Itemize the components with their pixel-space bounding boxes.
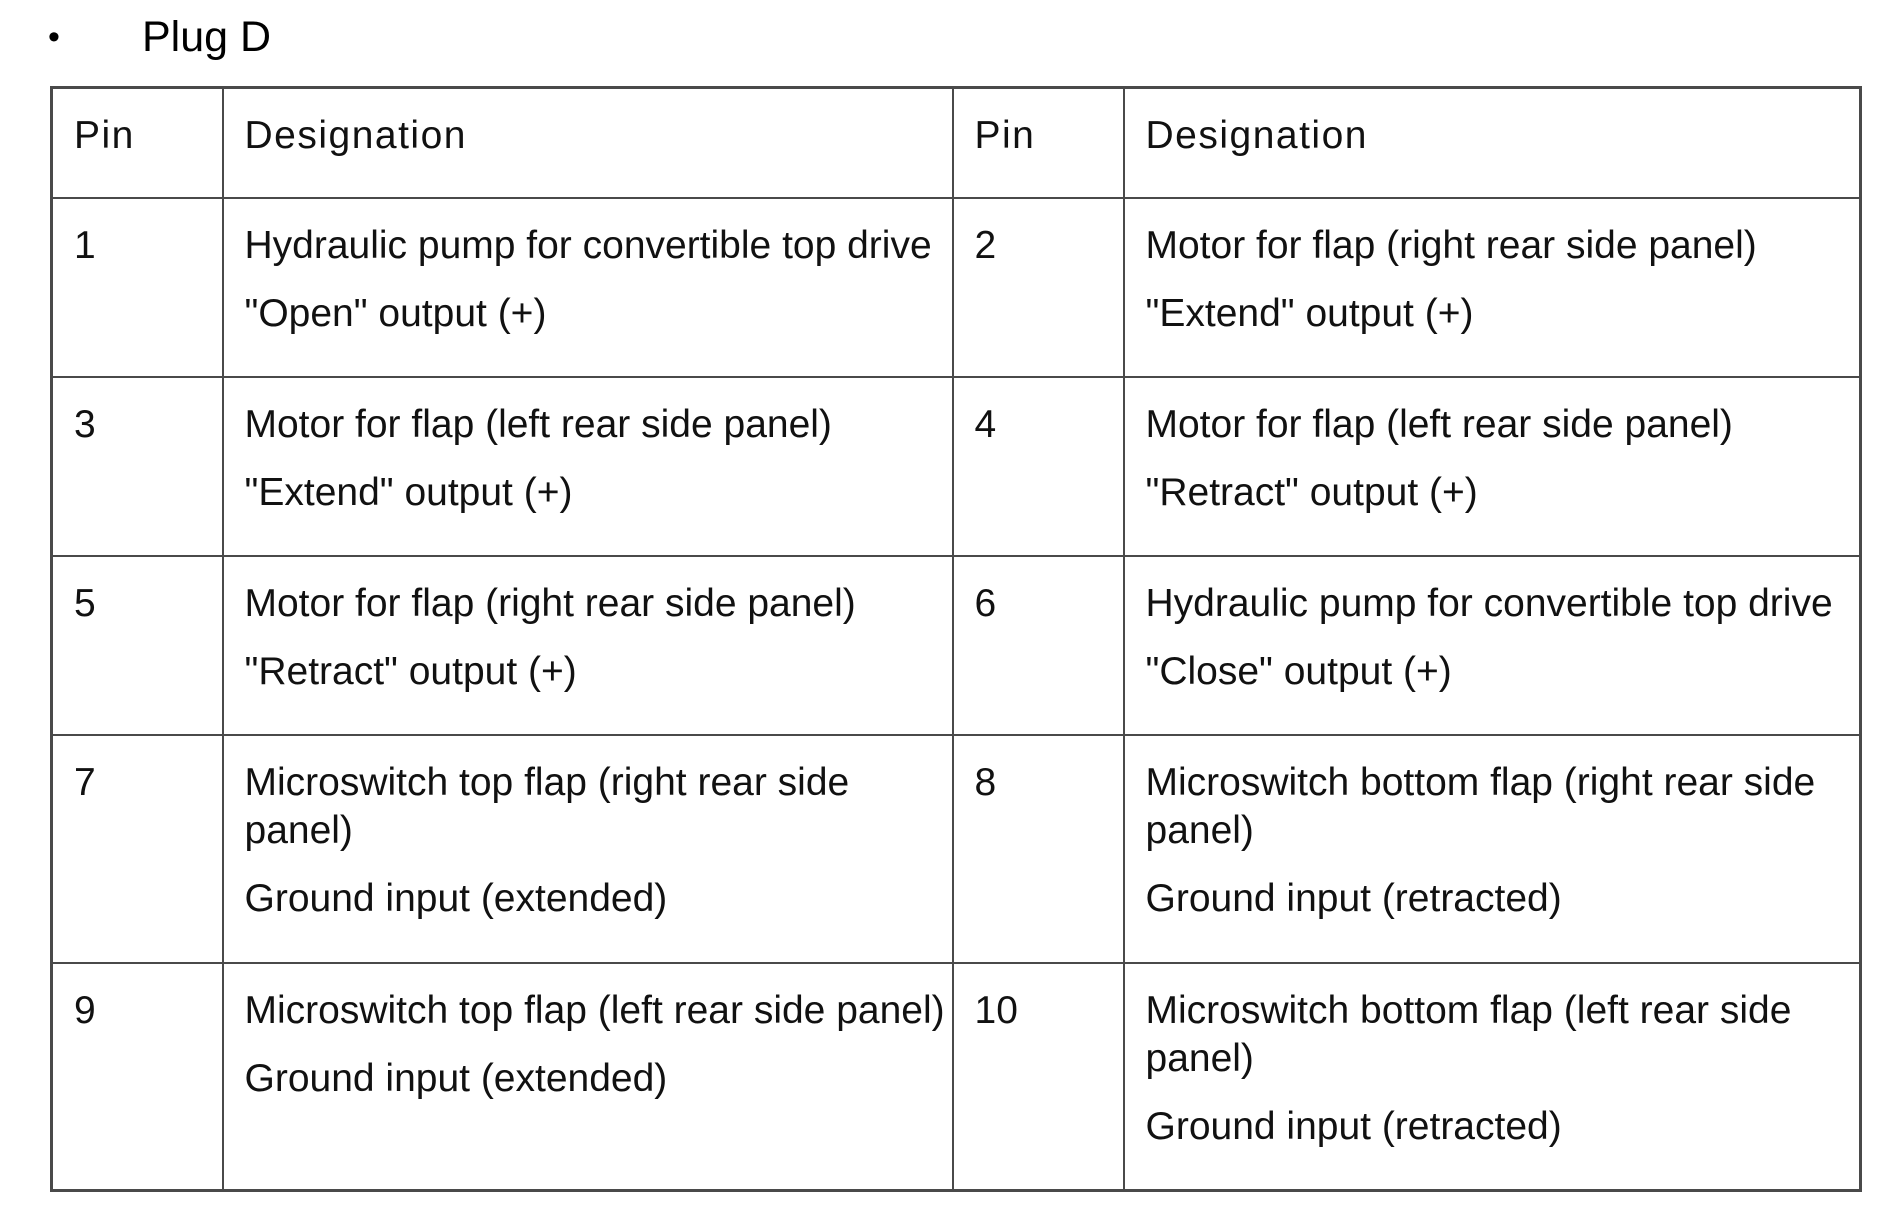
table-row bbox=[52, 963, 1861, 1191]
designation-component: Microswitch top flap (right rear side panel) bbox=[244, 760, 850, 852]
designation-component: Motor for flap (left rear side panel) bbox=[244, 402, 832, 446]
pin-designation bbox=[1124, 198, 1861, 377]
designation-component: Motor for flap (right rear side panel) bbox=[244, 581, 856, 625]
designation-component: Motor for flap (right rear side panel) bbox=[1145, 223, 1757, 267]
pin-designation bbox=[1124, 963, 1861, 1191]
designation-signal: Ground input (extended) bbox=[244, 876, 668, 920]
pin-number: 8 bbox=[953, 735, 1124, 963]
table-row bbox=[52, 735, 1861, 963]
designation-signal: "Retract" output (+) bbox=[244, 649, 577, 693]
table-row bbox=[52, 198, 1861, 377]
designation-component: Hydraulic pump for convertible top drive bbox=[1145, 581, 1833, 625]
designation-component: Microswitch bottom flap (right rear side panel) bbox=[1145, 760, 1816, 852]
designation-signal: Ground input (retracted) bbox=[1145, 1104, 1562, 1148]
pin-number: 1 bbox=[52, 198, 223, 377]
pin-designation bbox=[1124, 377, 1861, 556]
pin-designation bbox=[223, 377, 953, 556]
pin-number: 9 bbox=[52, 963, 223, 1191]
header-pin-right: Pin bbox=[953, 88, 1124, 198]
header-pin-left: Pin bbox=[52, 88, 223, 198]
pin-assignment-table bbox=[50, 86, 1862, 1192]
pin-number: 5 bbox=[52, 556, 223, 735]
designation-component: Microswitch top flap (left rear side panel) bbox=[244, 988, 945, 1032]
table-row bbox=[52, 556, 1861, 735]
pin-number: 6 bbox=[953, 556, 1124, 735]
header-designation-left: Designation bbox=[223, 88, 953, 198]
pin-number: 10 bbox=[953, 963, 1124, 1191]
designation-signal: "Extend" output (+) bbox=[1145, 291, 1474, 335]
designation-component: Microswitch bottom flap (left rear side panel) bbox=[1145, 988, 1792, 1080]
pin-number: 7 bbox=[52, 735, 223, 963]
bullet-icon: • bbox=[48, 17, 60, 56]
designation-component: Motor for flap (left rear side panel) bbox=[1145, 402, 1733, 446]
pin-designation bbox=[223, 963, 953, 1191]
pin-designation bbox=[223, 735, 953, 963]
designation-signal: "Retract" output (+) bbox=[1145, 470, 1478, 514]
pin-designation bbox=[223, 556, 953, 735]
pin-designation bbox=[1124, 735, 1861, 963]
designation-signal: Ground input (retracted) bbox=[1145, 876, 1562, 920]
table-row bbox=[52, 377, 1861, 556]
designation-signal: "Extend" output (+) bbox=[244, 470, 573, 514]
table-header-row bbox=[52, 88, 1861, 198]
pin-designation bbox=[223, 198, 953, 377]
pin-number: 3 bbox=[52, 377, 223, 556]
designation-signal: "Open" output (+) bbox=[244, 291, 547, 335]
section-heading bbox=[48, 12, 271, 62]
pin-designation bbox=[1124, 556, 1861, 735]
designation-signal: "Close" output (+) bbox=[1145, 649, 1452, 693]
pin-number: 4 bbox=[953, 377, 1124, 556]
designation-signal: Ground input (extended) bbox=[244, 1056, 668, 1100]
designation-component: Hydraulic pump for convertible top drive bbox=[244, 223, 932, 267]
pin-number: 2 bbox=[953, 198, 1124, 377]
header-designation-right: Designation bbox=[1124, 88, 1861, 198]
section-title: Plug D bbox=[142, 12, 272, 61]
